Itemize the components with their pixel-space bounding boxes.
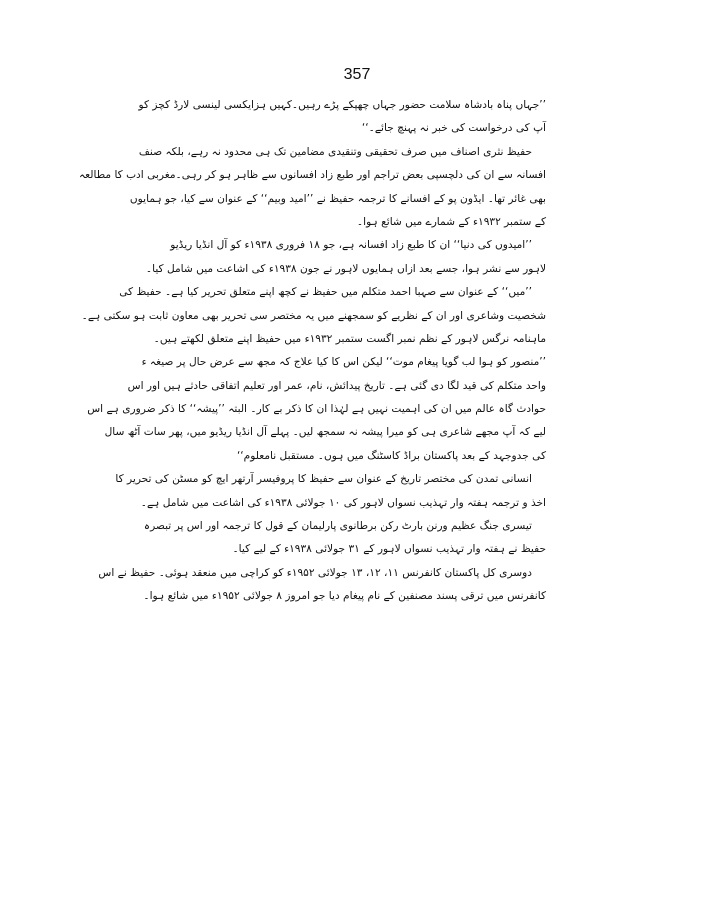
page-number: 357 [343,66,371,83]
text-line: کے ستمبر ۱۹۳۲ء کے شمارے میں شائع ہوا۔ [356,215,546,228]
text-line: شخصیت وشاعری اور ان کے نظریے کو سمجھنے میں یہ مختصر سی تحریر بھی معاون ثابت ہو سکتی ہے۔ [81,309,546,322]
text-line: ماہنامہ نرگس لاہور کے نظم نمبر اگست ستمبر ۱۹۳۲ء میں حفیظ اپنے متعلق لکھتے ہیں۔ [153,332,546,345]
text-line: لیے کہ آپ مجھے شاعری ہی کو میرا پیشہ نہ سمجھ لیں۔ پہلے آل انڈیا ریڈیو میں، پھر سات آٹھ سال [104,426,546,439]
text-line: ’’امیدوں کی دنیا‘‘ ان کا طبع زاد افسانہ ہے، جو ۱۸ فروری ۱۹۳۸ء کو آل انڈیا ریڈیو [170,239,532,252]
text-line: ’’جہاں پناہ بادشاہ سلامت حضور جہاں چھپکے پڑے رہیں۔کہیں ہزایکسی لینسی لارڈ کچز کو [138,99,546,111]
text-line: حفیظ نثری اصناف میں صرف تحقیقی وتنقیدی مضامین تک ہی محدود نہ رہے، بلکہ صنف [138,145,532,158]
text-line: انسانی تمدن کی مختصر تاریخ کے عنوان سے حفیظ کا پروفیسر آرتھر ایچ کو مسٹن کی تحریر کا [115,473,532,486]
text-line: آپ کی درخواست کی خبر نہ پہنچ جائے۔‘‘ [361,122,546,135]
text-line: تیسری جنگ عظیم ورنن بارٹ رکن برطانوی پارلیمان کے قول کا ترجمہ اور اس پر تبصرہ [143,520,532,533]
text-line: ’’میں‘‘ کے عنوان سے صہبا احمد متکلم میں حفیظ نے کچھ اپنے متعلق تحریر کیا ہے۔ حفیظ کی [119,286,532,299]
text-line: لاہور سے نشر ہوا، جسے بعد ازاں ہمایوں لاہور نے جون ۱۹۳۸ء کی اشاعت میں شامل کیا۔ [145,262,546,275]
text-line: ’’منصور کو ہوا لب گویا پیغام موت‘‘ لیکن اس کا کیا علاج کہ مجھ سے عرض حال پر صیغہ ء [141,356,546,369]
text-line: افسانہ سے ان کی دلچسپی بعض تراجم اور طبع زاد افسانوں سے ظاہر ہو کر رہی۔مغربی ادب کا مطالعہ [78,169,546,182]
text-line: حوادث گاہ عالم میں ان کی اہمیت نہیں ہے لہٰذا ان کا ذکر بے کار۔ البتہ ’’پیشہ‘‘ کا ذکر ضروری ہے اس [87,403,546,416]
text-line: کانفرنس میں ترقی پسند مصنفین کے نام پیغام دیا جو امروز ۸ جولائی ۱۹۵۲ء میں شائع ہوا۔ [143,590,546,603]
text-line: حفیظ نے ہفتہ وار تہذیب نسواں لاہور کے ۳۱ جولائی ۱۹۳۸ء کے لیے کیا۔ [232,543,546,556]
text-line: بھی غائر تھا۔ ایڈون پو کے افسانے کا ترجمہ حفیظ نے ’’امید وبیم‘‘ کے عنوان سے کیا، جو ہمایوں [129,192,546,205]
body-text [78,94,546,609]
text-line: دوسری کل پاکستان کانفرنس ۱۱، ۱۲، ۱۳ جولائی ۱۹۵۲ء کو کراچی میں منعقد ہوئی۔ حفیظ نے اس [98,566,532,579]
text-line: واحد متکلم کی قید لگا دی گئی ہے۔ تاریخ پیدائش، نام، عمر اور تعلیم اتفاقی حادثے ہیں اور اس [127,379,546,392]
text-line: کی جدوجہد کے بعد پاکستان براڈ کاسٹنگ میں ہوں۔ مستقبل نامعلوم‘‘ [236,449,546,462]
text-line: اخذ و ترجمہ ہفتہ وار تہذیب نسواں لاہور کی ۱۰ جولائی ۱۹۳۸ء کی اشاعت میں شامل ہے۔ [140,496,546,509]
